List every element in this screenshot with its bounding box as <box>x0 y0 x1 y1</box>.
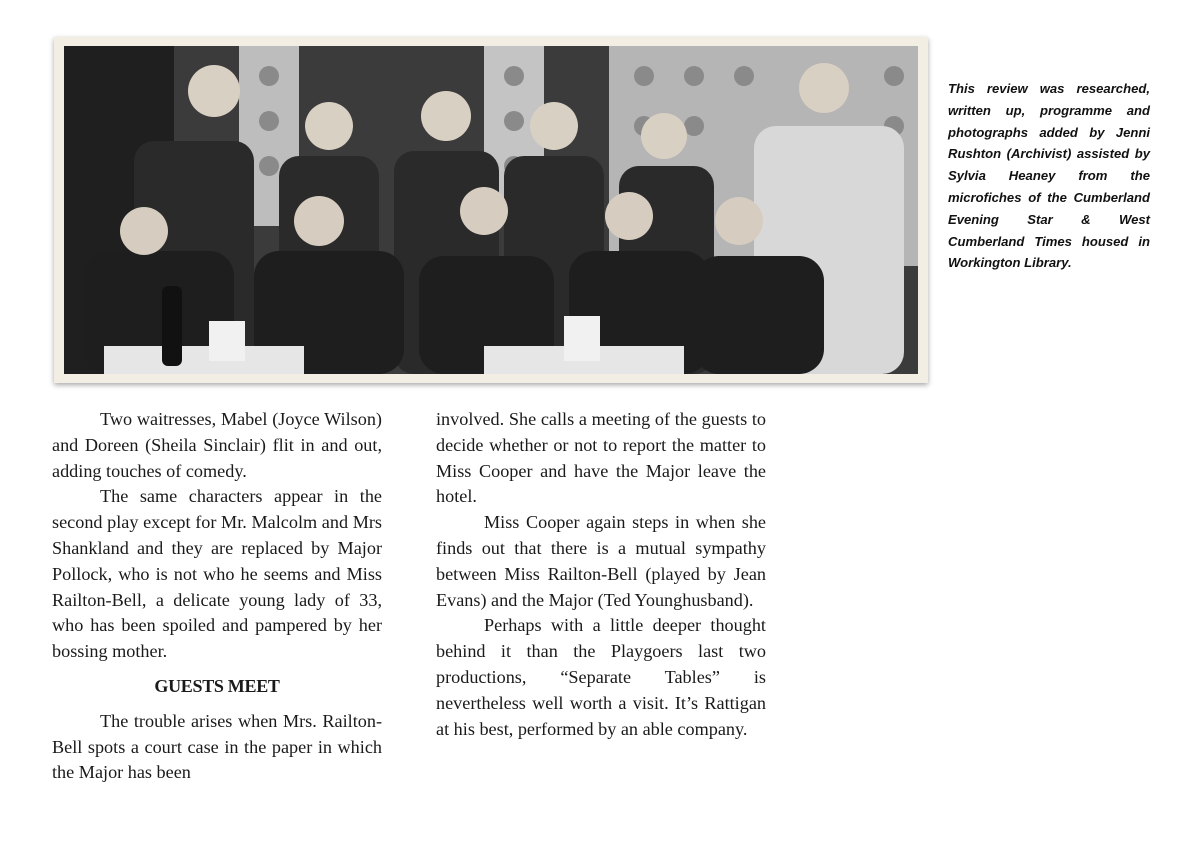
paragraph: Two waitresses, Mabel (Joyce Wilson) and Doreen (Sheila Sinclair) flit in and out, adding touches of comedy. <box>52 409 382 481</box>
section-heading: GUESTS MEET <box>154 675 280 696</box>
paragraph: involved. She calls a meeting of the guests to decide whether or not to report the matter to Miss Cooper and have the Major leave the hotel. <box>436 409 766 507</box>
article-column-right <box>436 407 766 742</box>
photo-illustration <box>64 46 918 374</box>
paragraph: The trouble arises when Mrs. Railton-Bell spots a court case in the paper in which the Major has been <box>52 710 382 783</box>
archivist-note: This review was researched, written up, programme and photographs added by Jenni Rushton (Archivist) assisted by Sylvia Heaney from the microfiches of the Cumberland Evening Star & West Cumberland Times housed in Workington Library. <box>948 81 1150 271</box>
article-column-left <box>52 407 382 786</box>
cast-group-photo <box>64 46 918 374</box>
group-photo-frame <box>54 37 928 383</box>
paragraph: Miss Cooper again steps in when she finds out that there is a mutual sympathy between Miss Railton-Bell (played by Jean Evans) and the Major (Ted Younghusband). <box>436 512 766 610</box>
paragraph: Perhaps with a little deeper thought behind it than the Playgoers last two productions, “Separate Tables” is nevertheless well worth a visit. It’s Rattigan at his best, performed by an able company. <box>436 615 766 739</box>
paragraph: The same characters appear in the second play except for Mr. Malcolm and Mrs Shankland and they are replaced by Major Pollock, who is not who he seems and Miss Railton-Bell, a delicate young lady of 33, who has been spoiled and pampered by her bossing mother. <box>52 486 382 662</box>
